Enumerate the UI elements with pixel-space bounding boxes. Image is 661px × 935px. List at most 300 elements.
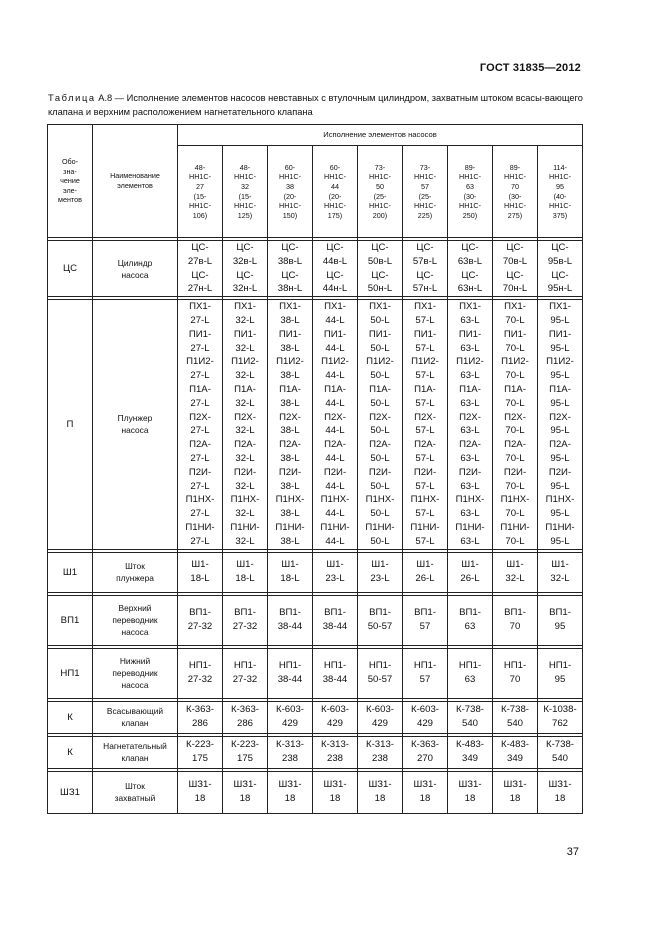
table-head	[48, 125, 583, 238]
value-line: П2А-	[234, 439, 256, 451]
table-body	[48, 238, 583, 814]
element-symbol: НП1	[48, 648, 93, 698]
value-line: 18	[419, 793, 431, 805]
pump-model-line: (25-	[418, 191, 432, 201]
element-symbol: ШЗ1	[48, 771, 93, 813]
value-line: П2Х-	[234, 411, 256, 423]
value-line: ЦС-	[461, 269, 479, 281]
pump-model-line: (40-	[553, 191, 567, 201]
value-cell	[358, 736, 403, 768]
element-name	[93, 648, 178, 698]
value-line: 23-L	[370, 573, 390, 585]
value-line: ЦС-	[551, 242, 569, 253]
element-name-line: захватный	[114, 793, 156, 804]
value-line: 50-57	[367, 621, 393, 633]
value-line: ШЗ1-	[323, 779, 347, 791]
value-line: 32-L	[235, 480, 255, 492]
value-line: П1НИ-	[230, 521, 260, 533]
value-line: ПИ1-	[323, 328, 347, 340]
value-line: 63в-L	[457, 255, 483, 267]
value-line: 63	[464, 621, 476, 633]
table-row	[48, 241, 583, 297]
pump-model-header	[358, 146, 403, 238]
pump-model-line: НН1С-	[549, 172, 571, 182]
value-cell	[223, 241, 268, 297]
element-name	[93, 241, 178, 297]
pump-model-line: (30-	[508, 191, 522, 201]
value-line: 175	[236, 753, 253, 765]
value-line: ПХ1-	[549, 301, 571, 313]
value-line: П1И2-	[546, 356, 574, 368]
element-name-line: Нижний	[119, 656, 151, 667]
value-line: 38-L	[280, 452, 300, 464]
value-line: П1НХ-	[230, 494, 260, 506]
value-cell	[448, 552, 493, 592]
pump-model-line: 89-	[464, 162, 476, 172]
designation-header-line: чение	[60, 176, 80, 186]
elements-table	[47, 124, 583, 814]
value-line: 70-L	[505, 425, 525, 437]
pump-model-line: 106)	[192, 210, 208, 220]
value-line: 18-L	[190, 573, 210, 585]
value-line: П2Х-	[369, 411, 391, 423]
value-line: П2А-	[324, 439, 346, 451]
value-line: 32-L	[235, 425, 255, 437]
value-line: 18-L	[280, 573, 300, 585]
pump-model-line: НН1С-	[234, 201, 256, 211]
value-cell	[493, 771, 538, 813]
value-cell	[268, 701, 313, 733]
value-line: 57в-L	[412, 255, 438, 267]
value-cell	[313, 701, 358, 733]
value-line: 18	[509, 793, 521, 805]
pump-model-line: НН1С-	[504, 172, 526, 182]
value-line: 238	[281, 753, 298, 765]
value-line: 26-L	[415, 573, 435, 585]
value-cell	[178, 552, 223, 592]
value-line: П1НИ-	[185, 521, 215, 533]
value-line: ПИ1-	[233, 328, 257, 340]
value-line: К-603-	[411, 704, 439, 716]
value-cell	[358, 241, 403, 297]
pump-model-line: 175)	[327, 210, 343, 220]
value-line: ПХ1-	[324, 301, 346, 313]
pump-model-header	[403, 146, 448, 238]
value-cell	[178, 736, 223, 768]
value-cell	[223, 771, 268, 813]
value-line: ВП1-	[324, 607, 346, 619]
value-line: НП1-	[188, 660, 212, 672]
element-symbol: Ш1	[48, 552, 93, 592]
value-line: 27-L	[190, 508, 210, 520]
value-line: НП1-	[413, 660, 437, 672]
pump-model-line: 50	[376, 181, 384, 191]
value-line: ЦС-	[191, 269, 209, 281]
value-line: П1НИ-	[410, 521, 440, 533]
value-line: 50-L	[370, 370, 390, 382]
value-line: 44-L	[325, 480, 345, 492]
value-cell	[493, 300, 538, 549]
value-line: 70-L	[505, 370, 525, 382]
value-line: 429	[371, 718, 388, 730]
value-line: 32-L	[235, 535, 255, 547]
value-cell	[538, 701, 583, 733]
value-line: ЦС-	[551, 269, 569, 281]
value-line: 32-L	[550, 573, 570, 585]
value-line: 95-L	[550, 370, 570, 382]
value-cell	[403, 701, 448, 733]
value-line: П2А-	[549, 439, 571, 451]
value-line: ЦС-	[371, 269, 389, 281]
value-line: П1НХ-	[545, 494, 575, 506]
pump-model-line: 225)	[417, 210, 433, 220]
value-line: 18	[239, 793, 251, 805]
value-line: 95-L	[550, 480, 570, 492]
pump-model-line: 150)	[282, 210, 298, 220]
value-cell	[538, 648, 583, 698]
value-line: 38-L	[280, 342, 300, 354]
value-line: 429	[281, 718, 298, 730]
element-name-line: насоса	[121, 680, 149, 691]
value-line: 38-L	[280, 370, 300, 382]
value-line: П1НИ-	[365, 521, 395, 533]
designation-header-line: эле-	[62, 185, 78, 195]
value-line: ВП1-	[549, 607, 571, 619]
value-cell	[178, 701, 223, 733]
value-cell	[448, 300, 493, 549]
value-cell	[358, 300, 403, 549]
value-line: К-223-	[186, 739, 214, 751]
value-line: Ш1-	[191, 559, 209, 571]
value-line: 38-L	[280, 314, 300, 326]
value-line: П1НХ-	[500, 494, 530, 506]
value-line: П2А-	[414, 439, 436, 451]
caption-text: А.8 — Исполнение элементов насосов невставных с втулочным цилиндром, захватным штоком всасы-вающего клапана и верхним расположением нагнетательного клапана	[48, 93, 583, 117]
element-name-line: переводник	[112, 615, 158, 626]
element-name	[93, 552, 178, 592]
value-cell	[268, 771, 313, 813]
value-line: 57-L	[415, 314, 435, 326]
element-name	[93, 771, 178, 813]
pump-model-line: НН1С-	[414, 201, 436, 211]
value-line: П2А-	[459, 439, 481, 451]
value-line: 38-44	[277, 621, 303, 633]
value-line: 32-L	[235, 370, 255, 382]
value-line: П1НХ-	[410, 494, 440, 506]
value-line: ЦС-	[191, 242, 209, 253]
value-line: ПИ1-	[188, 328, 212, 340]
value-line: ШЗ1-	[278, 779, 302, 791]
value-line: П2А-	[504, 439, 526, 451]
table-caption	[48, 91, 588, 119]
value-line: ЦС-	[281, 269, 299, 281]
element-name	[93, 701, 178, 733]
value-cell	[403, 241, 448, 297]
pump-model-line: НН1С-	[504, 201, 526, 211]
pump-model-line: (20-	[328, 191, 342, 201]
value-line: П2Х-	[324, 411, 346, 423]
value-line: 44-L	[325, 508, 345, 520]
element-name-line: Цилиндр	[117, 257, 153, 268]
value-cell	[313, 241, 358, 297]
value-line: П2И-	[503, 466, 527, 478]
value-line: 57-L	[415, 425, 435, 437]
value-line: 23-L	[325, 573, 345, 585]
value-cell	[538, 552, 583, 592]
value-line: 95-L	[550, 425, 570, 437]
value-line: 38н-L	[277, 283, 303, 295]
value-line: 50н-L	[367, 283, 393, 295]
value-line: 50-L	[370, 452, 390, 464]
value-line: 44н-L	[322, 283, 348, 295]
element-name	[93, 736, 178, 768]
value-line: 57	[419, 674, 431, 686]
value-cell	[538, 771, 583, 813]
value-line: П1И2-	[276, 356, 304, 368]
value-line: Ш1-	[551, 559, 569, 571]
value-line: 95	[554, 674, 566, 686]
value-line: ПХ1-	[414, 301, 436, 313]
value-line: 38-L	[280, 425, 300, 437]
value-cell	[448, 595, 493, 645]
value-line: ЦС-	[326, 269, 344, 281]
value-cell	[448, 736, 493, 768]
value-line: 50-L	[370, 397, 390, 409]
execution-group-header: Исполнение элементов насосов	[178, 125, 583, 146]
value-cell	[493, 241, 538, 297]
value-line: 44в-L	[322, 255, 348, 267]
value-line: ШЗ1-	[188, 779, 212, 791]
value-cell	[448, 241, 493, 297]
value-line: 70-L	[505, 452, 525, 464]
value-line: 63н-L	[457, 283, 483, 295]
value-line: 95-L	[550, 397, 570, 409]
value-line: П2А-	[279, 439, 301, 451]
value-line: К-738-	[546, 739, 574, 751]
value-line: 27-32	[187, 674, 213, 686]
value-line: П2А-	[189, 439, 211, 451]
pump-model-line: (30-	[463, 191, 477, 201]
value-cell	[313, 552, 358, 592]
value-line: П2И-	[188, 466, 212, 478]
value-line: ЦС-	[326, 242, 344, 253]
value-line: П1НХ-	[455, 494, 485, 506]
value-line: П2И-	[548, 466, 572, 478]
element-symbol: ЦС	[48, 241, 93, 297]
pump-model-line: 60-	[329, 162, 341, 172]
page-number: 37	[566, 846, 579, 858]
value-cell	[448, 701, 493, 733]
value-line: 63-L	[460, 508, 480, 520]
value-line: 32-L	[235, 452, 255, 464]
pump-model-line: (20-	[283, 191, 297, 201]
value-line: ПХ1-	[234, 301, 256, 313]
value-line: 44-L	[325, 397, 345, 409]
pump-model-line: НН1С-	[459, 172, 481, 182]
value-line: К-738-	[456, 704, 484, 716]
value-line: 429	[416, 718, 433, 730]
value-line: 50-L	[370, 425, 390, 437]
value-cell	[358, 701, 403, 733]
value-line: 95-L	[550, 508, 570, 520]
value-line: 38-L	[280, 535, 300, 547]
value-cell	[178, 241, 223, 297]
value-line: ПИ1-	[548, 328, 572, 340]
value-cell	[178, 300, 223, 549]
element-name-line: насоса	[121, 269, 149, 280]
value-line: П1А-	[234, 383, 256, 395]
pump-model-line: 57	[421, 181, 429, 191]
value-line: П1А-	[459, 383, 481, 395]
value-line: 63	[464, 674, 476, 686]
value-line: Ш1-	[416, 559, 434, 571]
value-line: ШЗ1-	[233, 779, 257, 791]
caption-lead: Таблица	[48, 93, 96, 103]
value-cell	[268, 595, 313, 645]
value-cell	[538, 595, 583, 645]
value-line: Ш1-	[371, 559, 389, 571]
value-line: 38в-L	[277, 255, 303, 267]
value-line: 18	[464, 793, 476, 805]
pump-model-line: НН1С-	[549, 201, 571, 211]
value-line: ЦС-	[416, 242, 434, 253]
value-line: 762	[551, 718, 568, 730]
value-line: 27-L	[190, 342, 210, 354]
pump-model-line: НН1С-	[279, 172, 301, 182]
value-line: К-313-	[321, 739, 349, 751]
value-line: Ш1-	[461, 559, 479, 571]
value-line: К-313-	[366, 739, 394, 751]
value-line: 349	[461, 753, 478, 765]
pump-model-line: НН1С-	[369, 172, 391, 182]
value-line: 70-L	[505, 397, 525, 409]
value-cell	[538, 241, 583, 297]
designation-header-line: зна-	[63, 166, 77, 176]
value-line: 95	[554, 621, 566, 633]
value-line: 38-L	[280, 480, 300, 492]
value-line: ЦС-	[371, 242, 389, 253]
element-name-line: клапан	[121, 718, 149, 729]
value-line: 70-L	[505, 508, 525, 520]
value-line: П1А-	[549, 383, 571, 395]
value-cell	[178, 595, 223, 645]
value-line: 32-L	[505, 573, 525, 585]
pump-model-line: 48-	[194, 162, 206, 172]
value-cell	[313, 771, 358, 813]
value-cell	[268, 241, 313, 297]
value-line: ШЗ1-	[368, 779, 392, 791]
value-line: 38-L	[280, 508, 300, 520]
value-line: ЦС-	[236, 269, 254, 281]
value-line: П1НИ-	[455, 521, 485, 533]
value-line: ШЗ1-	[548, 779, 572, 791]
pump-model-line: НН1С-	[324, 172, 346, 182]
value-line: П1И2-	[186, 356, 214, 368]
pump-model-header	[538, 146, 583, 238]
value-line: НП1-	[548, 660, 572, 672]
value-line: 26-L	[460, 573, 480, 585]
value-line: 540	[551, 753, 568, 765]
value-line: 57-L	[415, 342, 435, 354]
value-line: ШЗ1-	[458, 779, 482, 791]
value-line: 95-L	[550, 535, 570, 547]
value-line: П1А-	[414, 383, 436, 395]
value-line: 27в-L	[187, 255, 213, 267]
pump-model-line: 125)	[237, 210, 253, 220]
value-line: ШЗ1-	[413, 779, 437, 791]
value-line: П1НИ-	[500, 521, 530, 533]
value-line: 349	[506, 753, 523, 765]
value-line: Ш1-	[236, 559, 254, 571]
value-cell	[268, 736, 313, 768]
table-row	[48, 552, 583, 592]
value-cell	[358, 552, 403, 592]
value-line: 18	[329, 793, 341, 805]
element-symbol: К	[48, 736, 93, 768]
value-line: ЦС-	[461, 242, 479, 253]
value-line: НП1-	[323, 660, 347, 672]
value-line: 44-L	[325, 452, 345, 464]
value-line: 429	[326, 718, 343, 730]
element-name-line: клапан	[121, 753, 149, 764]
value-line: ПХ1-	[369, 301, 391, 313]
element-name-line: переводник	[112, 668, 158, 679]
value-line: 63-L	[460, 342, 480, 354]
value-line: ЦС-	[416, 269, 434, 281]
pump-model-line: 38	[286, 181, 294, 191]
value-line: ЦС-	[506, 269, 524, 281]
value-line: НП1-	[368, 660, 392, 672]
value-line: 27-L	[190, 370, 210, 382]
element-symbol: П	[48, 300, 93, 549]
value-line: 70	[509, 674, 521, 686]
value-line: 27-L	[190, 452, 210, 464]
designation-header	[48, 125, 93, 238]
value-line: К-738-	[501, 704, 529, 716]
value-cell	[403, 648, 448, 698]
value-line: 270	[416, 753, 433, 765]
value-cell	[223, 595, 268, 645]
value-line: 238	[371, 753, 388, 765]
value-line: 238	[326, 753, 343, 765]
value-cell	[268, 300, 313, 549]
standard-header: ГОСТ 31835—2012	[479, 62, 581, 74]
value-line: 18-L	[235, 573, 255, 585]
value-line: 50-L	[370, 314, 390, 326]
value-cell	[538, 736, 583, 768]
value-line: 27-L	[190, 425, 210, 437]
value-line: Ш1-	[506, 559, 524, 571]
value-line: 63-L	[460, 370, 480, 382]
value-line: 27-L	[190, 535, 210, 547]
value-line: П1И2-	[366, 356, 394, 368]
value-line: К-223-	[231, 739, 259, 751]
value-line: НП1-	[278, 660, 302, 672]
pump-model-line: НН1С-	[189, 201, 211, 211]
value-line: П2Х-	[549, 411, 571, 423]
value-line: П1И2-	[231, 356, 259, 368]
value-line: ЦС-	[281, 242, 299, 253]
value-line: 32в-L	[232, 255, 258, 267]
value-cell	[493, 701, 538, 733]
value-line: 32-L	[235, 314, 255, 326]
pump-model-line: НН1С-	[369, 201, 391, 211]
value-line: 95н-L	[547, 283, 573, 295]
value-line: 27-32	[187, 621, 213, 633]
value-line: К-363-	[231, 704, 259, 716]
value-cell	[313, 595, 358, 645]
value-line: ПИ1-	[368, 328, 392, 340]
